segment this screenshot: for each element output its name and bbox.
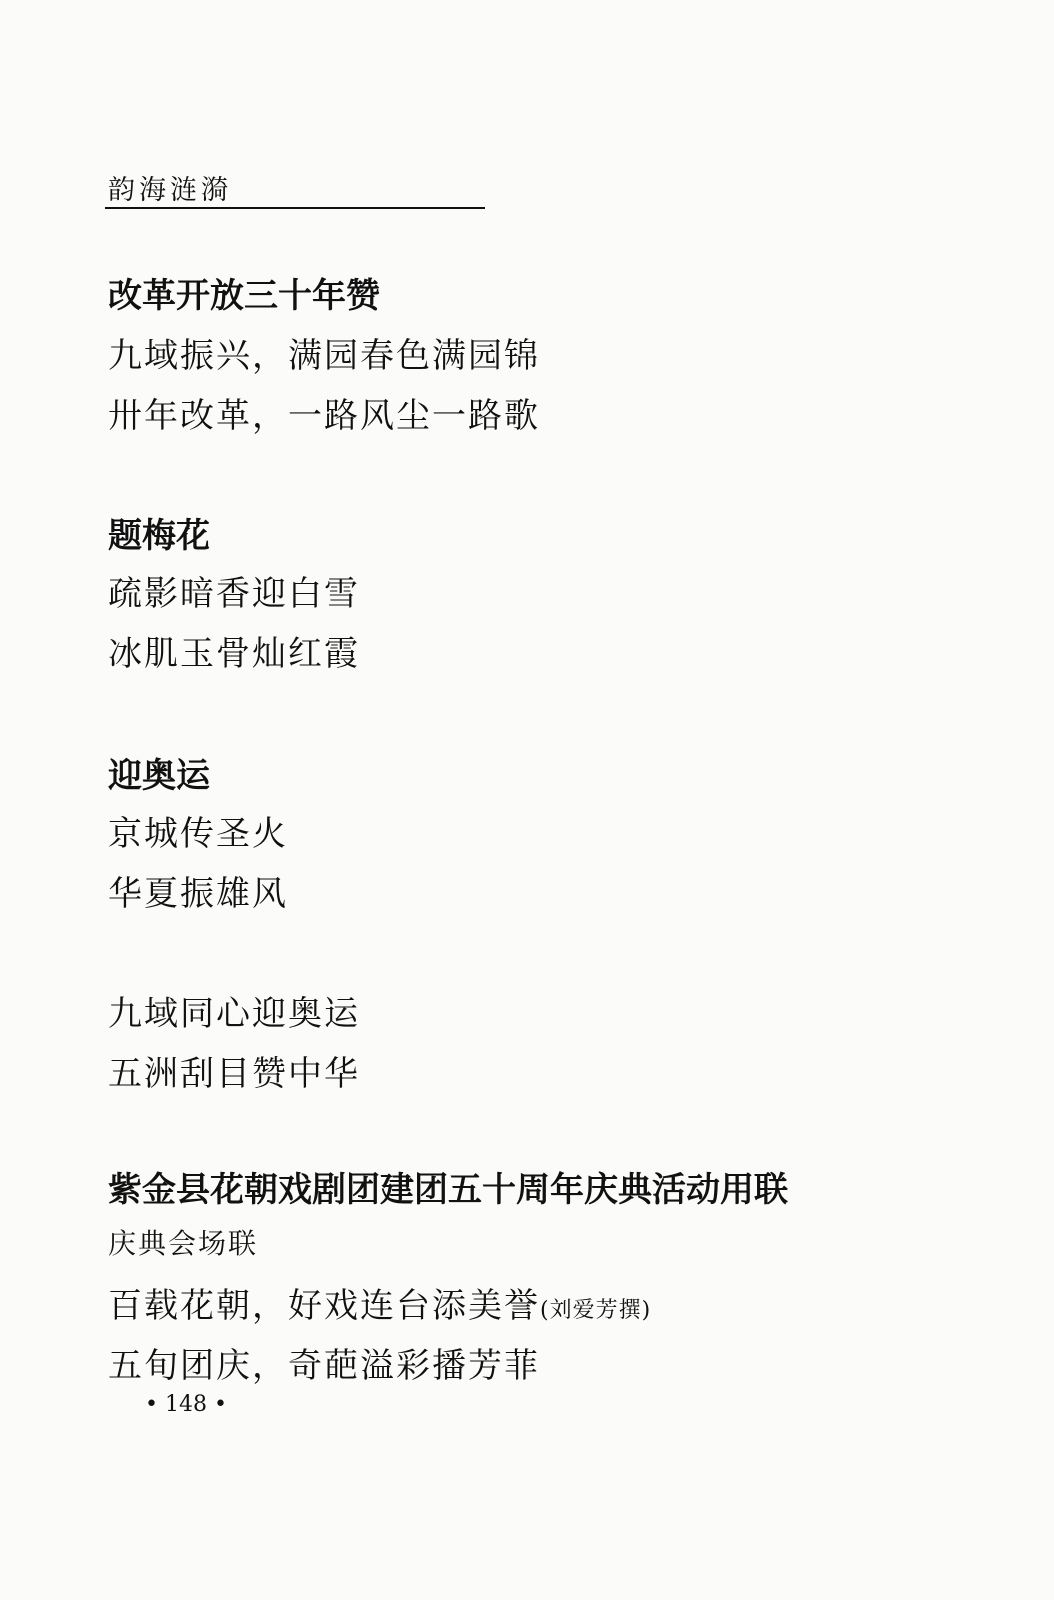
section-title: 紫金县花朝戏剧团建团五十周年庆典活动用联 [108, 1170, 788, 1210]
author-attribution: (刘爱芳撰) [540, 1298, 652, 1323]
couplet-line: 九域振兴，满园春色满园锦 [108, 336, 540, 376]
couplet-line: 五旬团庆，奇葩溢彩播芳菲 [108, 1346, 540, 1386]
couplet-line: 九域同心迎奥运 [108, 994, 360, 1034]
page-number: • 148 • [145, 1392, 227, 1417]
couplet-text: 百载花朝，好戏连台添美誉 [108, 1286, 540, 1326]
header-rule [105, 207, 485, 209]
couplet-line: 五洲刮目赞中华 [108, 1054, 360, 1094]
couplet-line: 卅年改革，一路风尘一路歌 [108, 396, 540, 436]
couplet-line: 冰肌玉骨灿红霞 [108, 634, 360, 674]
section-title: 迎奥运 [108, 756, 210, 796]
section-title: 题梅花 [108, 516, 210, 556]
section-subtitle: 庆典会场联 [108, 1227, 259, 1260]
section-title: 改革开放三十年赞 [108, 276, 380, 316]
couplet-line [108, 1278, 651, 1327]
couplet-line: 京城传圣火 [108, 814, 288, 854]
couplet-line: 疏影暗香迎白雪 [108, 574, 360, 614]
running-header: 韵海涟漪 [108, 175, 232, 206]
couplet-line: 华夏振雄风 [108, 874, 288, 914]
